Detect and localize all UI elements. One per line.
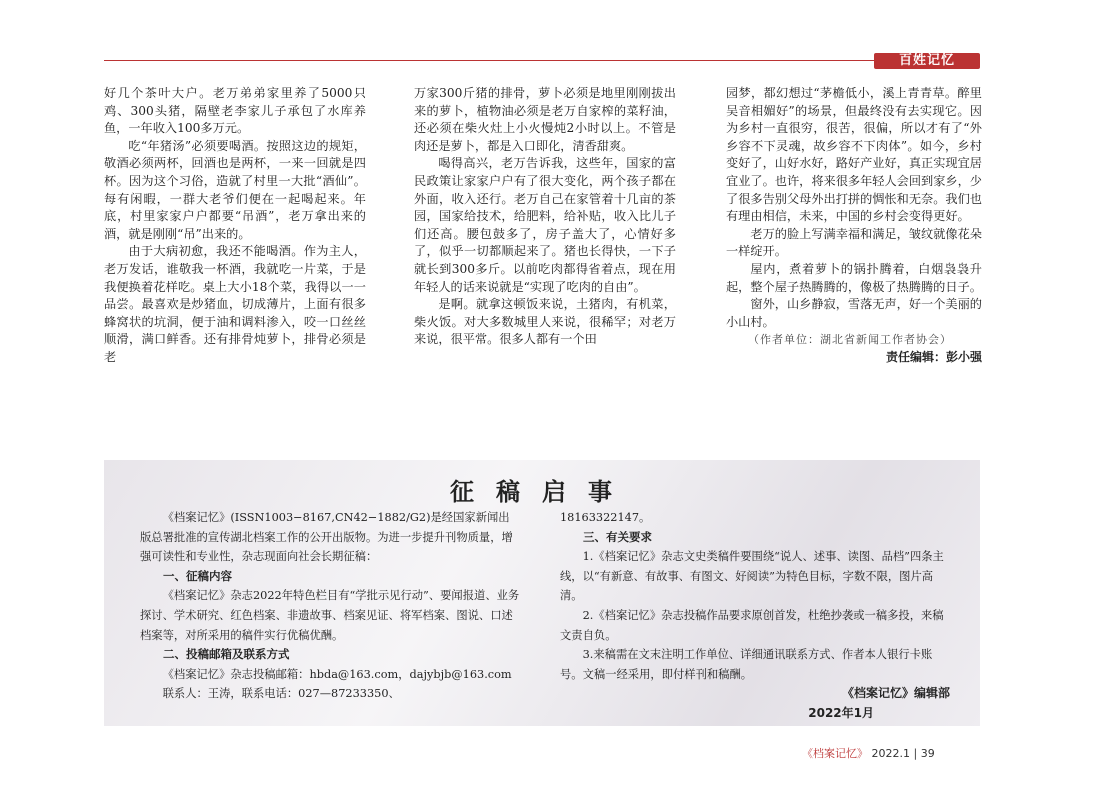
notice-heading: 二、投稿邮箱及联系方式 — [163, 647, 290, 662]
paragraph: 老万的脸上写满幸福和满足，皱纹就像花朵一样绽开。 — [726, 226, 982, 259]
notice-intro: 《档案记忆》(ISSN1003−8167,CN42−1882/G2)是经国家新闻出版总署批准的宣传湖北档案工作的公开出版物。为进一步提升刊物质量，增强可读性和专业性，杂志现面向社会长期征稿： — [140, 511, 513, 564]
page-footer — [802, 745, 935, 761]
notice-heading: 三、有关要求 — [583, 529, 652, 544]
notice-emails: 《档案记忆》杂志投稿邮箱：hbda@163.com，dajybjb@163.com — [162, 667, 512, 681]
notice-paragraph: 《档案记忆》杂志2022年特色栏目有“学批示见行动”、要闻报道、业务探讨、学术研究、红色档案、非遗故事、档案见证、将军档案、图说、口述档案等，对所采用的稿件实行优稿优酬。 — [140, 589, 520, 642]
header-rule — [104, 60, 874, 61]
paragraph: 喝得高兴，老万告诉我，这些年，国家的富民政策让家家户户有了很大变化，两个孩子都在外面，收入还行。老万自己在家管着十几亩的茶园，国家给技术，给肥料，给补贴，收入比儿子们还高。腰包鼓多了，房子盖大了，心情好多了，似乎一切都顺起来了。猪也长得快，一下子就长到300多斤。以前吃肉都得省着点，现在用年轻人的话来说就是“实现了吃肉的自由”。 — [414, 156, 676, 294]
notice-date: 2022年1月 — [808, 705, 874, 720]
notice-title: 征稿启事 — [450, 477, 634, 506]
paragraph: 屋内，煮着萝卜的锅扑腾着，白烟袅袅升起，整个屋子热腾腾的，像极了热腾腾的日子。 — [726, 261, 982, 294]
footer-separator: | — [913, 747, 918, 760]
paragraph: 好几个茶叶大户。老万弟弟家里养了5000只鸡、300头猪，隔壁老李家儿子承包了水库养鱼，一年收入100多万元。 — [104, 86, 366, 136]
text-column-2 — [414, 85, 676, 349]
notice-column-right — [560, 508, 950, 724]
notice-contact: 联系人：王涛，联系电话：027—87233350、 — [162, 687, 400, 701]
paragraph: 吃“年猪汤”必须要喝酒。按照这边的规矩，敬酒必须两杯，回酒也是两杯，一来一回就是四杯。因为这个习俗，造就了村里一大批“酒仙”。每有闲暇，一群大老爷们便在一起喝起来。年底，村里家家户户都要“吊酒”，老万拿出来的酒，就是刚刚“吊”出来的。 — [104, 138, 366, 241]
notice-requirement: 2.《档案记忆》杂志投稿作品要求原创首发，杜绝抄袭或一稿多投，来稿文责自负。 — [560, 608, 944, 642]
paragraph: 由于大病初愈，我还不能喝酒。作为主人，老万发话，谁敬我一杯酒，我就吃一片菜，于是我便换着花样吃。桌上大小18个菜，我得以一一品尝。最喜欢是炒猪血，切成薄片，上面有很多蜂窝状的坑洞，便于油和调料渗入，咬一口丝丝顺滑，满口鲜香。还有排骨炖萝卜，排骨必须是老 — [104, 244, 366, 364]
page-number: 39 — [920, 747, 935, 760]
section-tag: 百姓记忆 — [874, 53, 980, 69]
paragraph: 是啊。就拿这顿饭来说，土猪肉，有机菜，柴火饭。对大多数城里人来说，很稀罕；对老万来说，很平常。很多人都有一个田 — [414, 297, 676, 347]
call-for-papers-box — [104, 460, 980, 726]
notice-requirement: 3.来稿需在文末注明工作单位、详细通讯联系方式、作者本人银行卡账号。文稿一经采用，即付样刊和稿酬。 — [560, 648, 933, 681]
text-column-1 — [104, 85, 366, 367]
footer-issue: 2022.1 — [871, 747, 910, 760]
notice-heading: 一、征稿内容 — [163, 568, 232, 583]
notice-requirement: 1.《档案记忆》杂志文史类稿件要围绕“说人、述事、读图、品档”四条主线，以“有新意、有故事、有图文、好阅读”为特色目标，字数不限，图片高清。 — [560, 550, 944, 603]
notice-signature: 《档案记忆》编辑部 — [841, 686, 950, 701]
responsible-editor: 责任编辑：彭小强 — [885, 349, 982, 364]
paragraph: 万家300斤猪的排骨，萝卜必须是地里刚刚拔出来的萝卜，植物油必须是老万自家榨的菜籽油，还必须在柴火灶上小火慢炖2小时以上。不管是肉还是萝卜，都是入口即化，清香甜爽。 — [414, 86, 676, 153]
notice-column-left — [140, 508, 520, 704]
notice-phone: 18163322147。 — [560, 511, 651, 524]
text-column-3 — [726, 85, 982, 367]
author-affiliation: （作者单位：湖北省新闻工作者协会） — [748, 333, 952, 347]
footer-magazine: 《档案记忆》 — [802, 747, 868, 760]
paragraph: 园梦，都幻想过“茅檐低小，溪上青青草。醉里吴音相媚好”的场景，但最终没有去实现它。因为乡村一直很穷，很苦，很偏，所以才有了“外乡容不下灵魂，故乡容不下肉体”。如今，乡村变好了，山好水好，路好产业好，真正实现宜居宜业了。也许，将来很多年轻人会回到家乡，少了很多告别父母外出打拼的惆怅和无奈。我们也有理由相信，未来，中国的乡村会变得更好。 — [726, 86, 982, 224]
paragraph: 窗外，山乡静寂，雪落无声，好一个美丽的小山村。 — [726, 297, 982, 329]
